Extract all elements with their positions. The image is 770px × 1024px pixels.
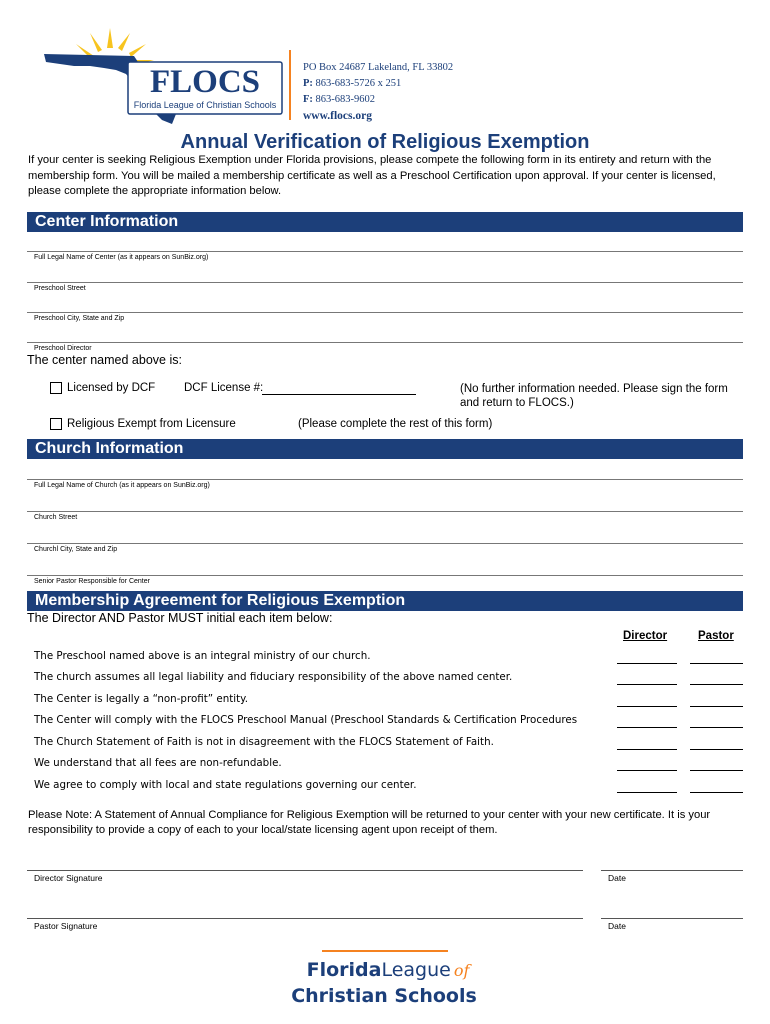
pastor-initial-1[interactable] (690, 663, 743, 664)
director-initial-3[interactable] (617, 706, 677, 707)
pastor-signature-label: Pastor Signature (34, 921, 98, 931)
svg-text:Florida League of Christian Sc: Florida League of Christian Schools (133, 100, 277, 110)
pastor-initial-5[interactable] (690, 749, 743, 750)
center-name-field[interactable] (27, 251, 743, 252)
contact-divider (289, 50, 291, 120)
website-link[interactable]: www.flocs.org (303, 110, 372, 122)
phone-label: P: (303, 78, 313, 89)
preschool-city-label: Preschool City, State and Zip (34, 315, 125, 322)
intro-text: If your center is seeking Religious Exemption under Florida provisions, please compete the following form in its entirety and return with the membership form. You will be mailed a membership certificate as well as a Preschool Certification upon approval. If your center is licensed, please complete the appropriate information below. (28, 154, 716, 197)
director-initial-4[interactable] (617, 727, 677, 728)
svg-text:FLOCS: FLOCS (149, 64, 261, 100)
senior-pastor-label: Senior Pastor Responsible for Center (34, 578, 150, 585)
flocs-logo (38, 26, 288, 126)
pastor-initial-4[interactable] (690, 727, 743, 728)
director-initial-5[interactable] (617, 749, 677, 750)
director-signature-field[interactable] (27, 870, 583, 871)
fax-label: F: (303, 94, 313, 105)
svg-text:FloridaLeagueof: FloridaLeague of (306, 959, 470, 981)
senior-pastor-field[interactable] (27, 575, 743, 576)
pastor-date-field[interactable] (601, 918, 743, 919)
flocs-footer-logo (288, 952, 488, 1008)
director-initial-7[interactable] (617, 792, 677, 793)
religious-exempt-label: Religious Exempt from Licensure (67, 418, 236, 430)
pastor-column-header: Pastor (698, 630, 734, 642)
preschool-street-field[interactable] (27, 282, 743, 283)
licensed-checkbox[interactable] (50, 382, 62, 394)
agreement-item-1: The Preschool named above is an integral ministry of our church. (34, 650, 371, 662)
church-name-field[interactable] (27, 479, 743, 480)
preschool-director-label: Preschool Director (34, 345, 92, 352)
director-initial-1[interactable] (617, 663, 677, 664)
agreement-item-3: The Center is legally a “non-profit” entity. (34, 693, 249, 705)
pastor-initial-6[interactable] (690, 770, 743, 771)
director-column-header: Director (623, 630, 668, 642)
director-date-label: Date (608, 873, 626, 883)
licensed-label: Licensed by DCF (67, 382, 156, 394)
contact-block (303, 60, 453, 124)
director-signature-label: Director Signature (34, 873, 103, 883)
pastor-date-label: Date (608, 921, 626, 931)
preschool-director-field[interactable] (27, 342, 743, 343)
church-street-label: Church Street (34, 514, 78, 521)
preschool-city-field[interactable] (27, 312, 743, 313)
licensed-note: (No further information needed. Please sign the form and return to FLOCS.) (460, 383, 728, 409)
church-city-field[interactable] (27, 543, 743, 544)
dcf-license-field[interactable] (262, 381, 416, 395)
exempt-note: (Please complete the rest of this form) (298, 418, 493, 430)
religious-exempt-checkbox[interactable] (50, 418, 62, 430)
church-info-heading: Church Information (27, 439, 743, 459)
dcf-license-label: DCF License #: (184, 382, 264, 394)
form-title: Annual Verification of Religious Exemption (180, 131, 590, 153)
church-city-label: Churchl City, State and Zip (34, 546, 118, 553)
preschool-street-label: Preschool Street (34, 285, 86, 292)
director-date-field[interactable] (601, 870, 743, 871)
center-name-label: Full Legal Name of Center (as it appears on SunBiz.org) (34, 254, 209, 261)
agreement-item-7: We agree to comply with local and state regulations governing our center. (34, 779, 417, 791)
please-note-text: Please Note: A Statement of Annual Compliance for Religious Exemption will be returned to your center with your new certificate. It is your responsibility to provide a copy of each to your local/state licensing agent upon receipt of them. (28, 809, 711, 836)
pastor-signature-field[interactable] (27, 918, 583, 919)
phone-number: 863-683-5726 x 251 (315, 78, 402, 89)
pastor-initial-3[interactable] (690, 706, 743, 707)
church-street-field[interactable] (27, 511, 743, 512)
agreement-item-4: The Center will comply with the FLOCS Preschool Manual (Preschool Standards & Certification Procedures (34, 714, 578, 726)
director-initial-6[interactable] (617, 770, 677, 771)
director-initial-2[interactable] (617, 684, 677, 685)
agreement-item-6: We understand that all fees are non-refundable. (34, 757, 282, 769)
agreement-heading: Membership Agreement for Religious Exemption (27, 591, 743, 611)
svg-text:Christian Schools: Christian Schools (291, 985, 477, 1007)
pastor-initial-7[interactable] (690, 792, 743, 793)
church-name-label: Full Legal Name of Church (as it appears on SunBiz.org) (34, 482, 210, 489)
address: PO Box 24687 Lakeland, FL 33802 (303, 62, 454, 73)
agreement-item-2: The church assumes all legal liability and fiduciary responsibility of the above named center. (34, 671, 513, 683)
pastor-initial-2[interactable] (690, 684, 743, 685)
center-status-prompt: The center named above is: (27, 353, 182, 367)
agreement-item-5: The Church Statement of Faith is not in disagreement with the FLOCS Statement of Faith. (34, 736, 494, 748)
center-info-heading: Center Information (27, 212, 743, 232)
fax-number: 863-683-9602 (315, 94, 376, 105)
agreement-instruction: The Director AND Pastor MUST initial each item below: (27, 611, 333, 625)
